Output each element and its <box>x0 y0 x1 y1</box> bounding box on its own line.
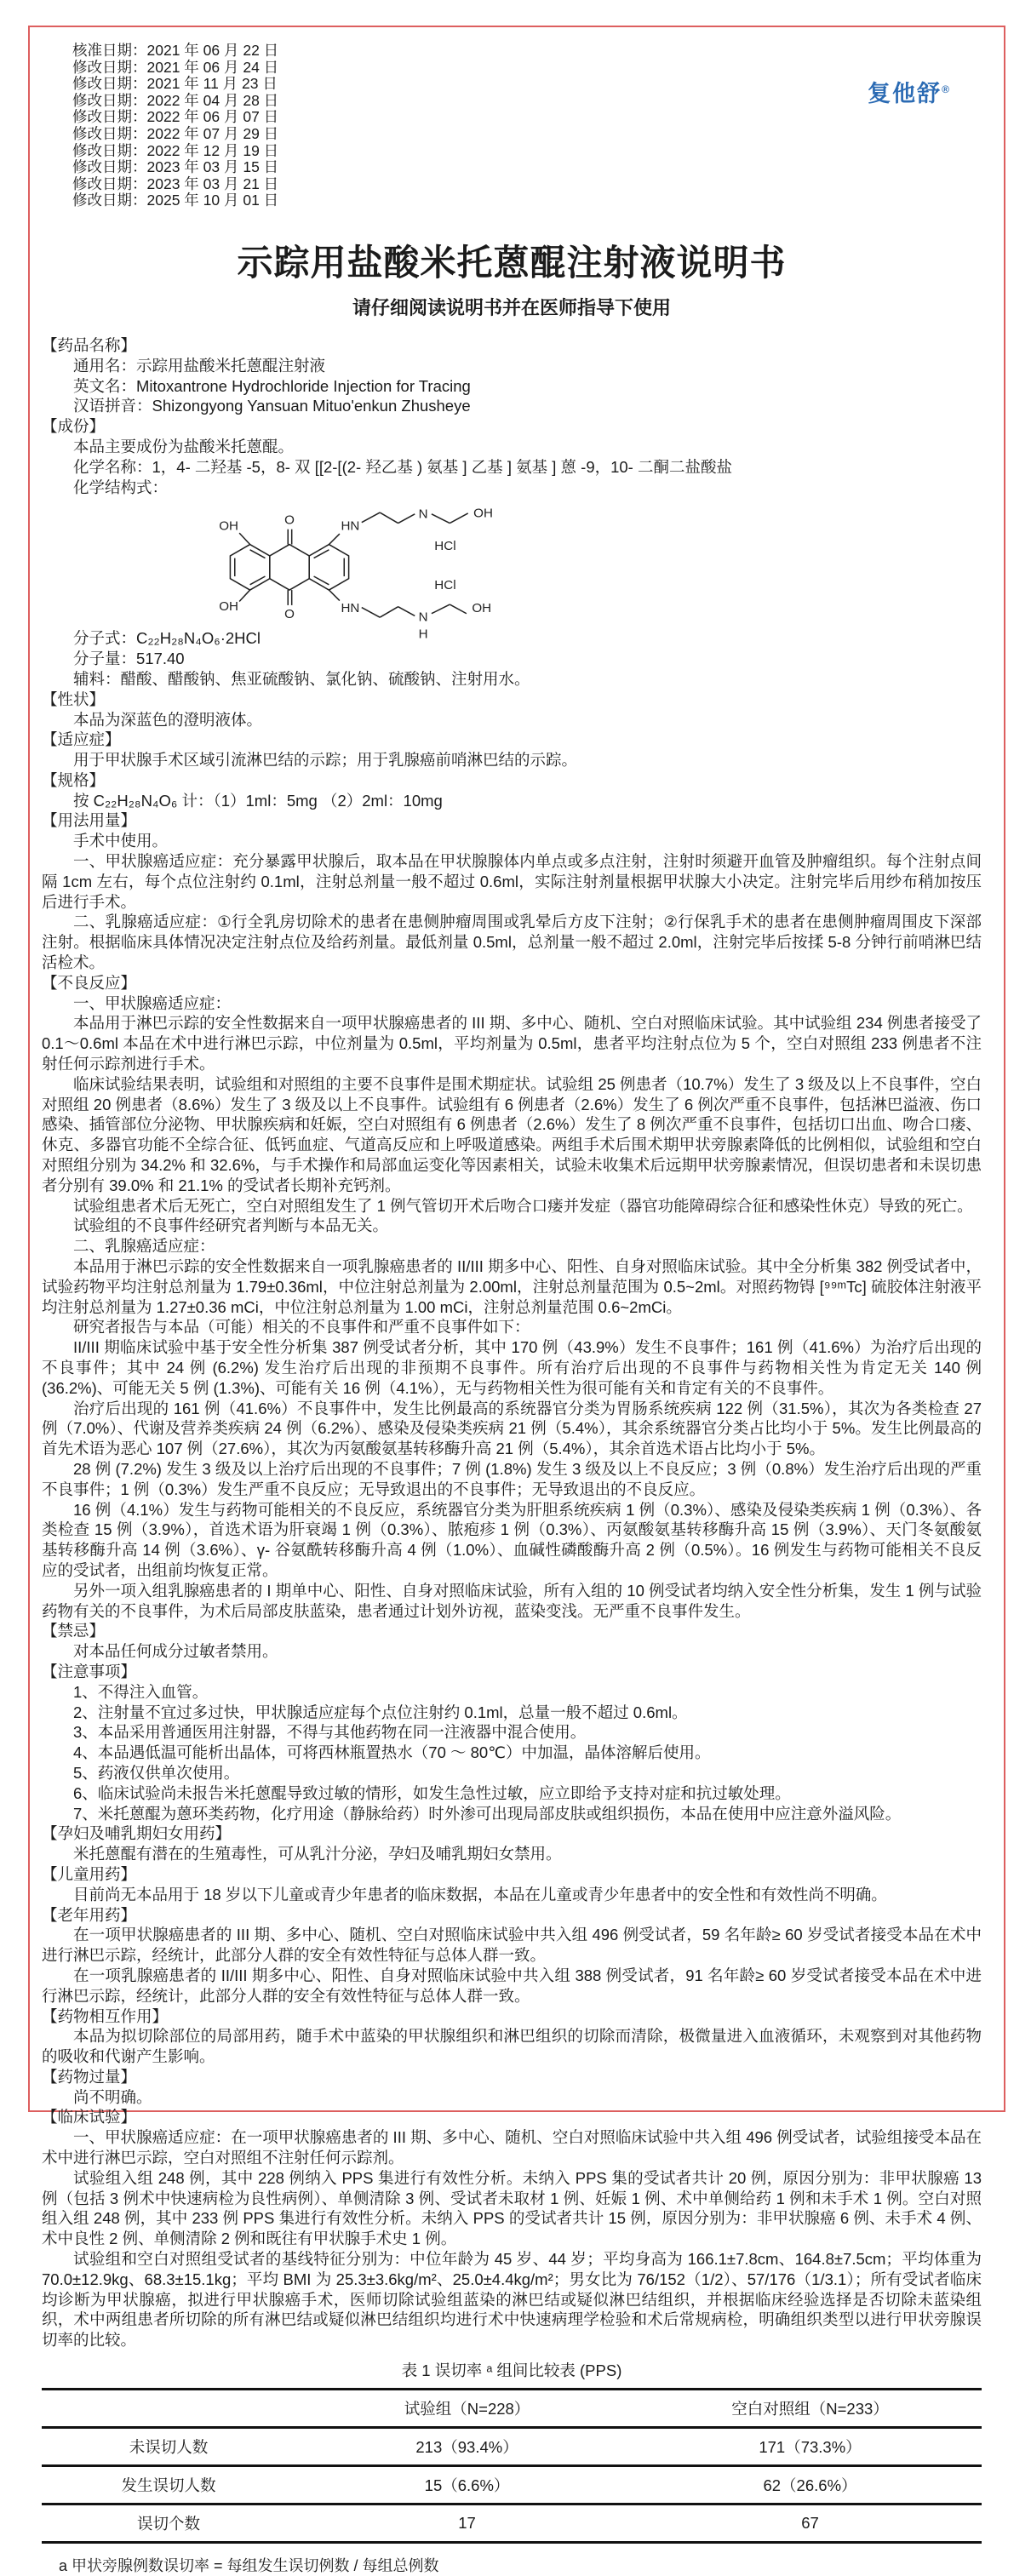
paragraph: 用于甲状腺手术区域引流淋巴结的示踪；用于乳腺癌前哨淋巴结的示踪。 <box>73 751 578 770</box>
structure-label-o: O <box>284 512 295 528</box>
paragraph: 按 C₂₂H₂₈N₄O₆ 计：（1）1ml：5mg （2）2ml：10mg <box>73 791 443 810</box>
section-heading-adverse-reactions: 【不良反应】 <box>42 973 137 992</box>
section-heading-contraindications: 【禁忌】 <box>42 1622 106 1640</box>
misexcision-table <box>42 2388 982 2544</box>
section-heading-indications: 【适应症】 <box>42 730 121 749</box>
structure-label-hn: HN <box>341 518 360 534</box>
paragraph: 通用名：示踪用盐酸米托蒽醌注射液 <box>73 356 326 375</box>
structure-label-n: N <box>418 507 428 522</box>
table-header-empty <box>42 2390 295 2428</box>
paragraph: 试验组的不良事件经研究者判断与本品无关。 <box>73 1216 389 1235</box>
section-heading-drug-name: 【药品名称】 <box>42 335 137 354</box>
paragraph: 16 例（4.1%）发生与药物可能相关的不良反应，系统器官分类为肝胆系统疾病 1 例（0.3%）、感染及侵染类疾病 1 例（0.3%）、各类检查 15 例（3.9%），首选术语为肝衰竭 1 例（0.3%）、脓疱疹 1 例（0.3%）、丙氨酸氨基转移酶升高 15 例（3.9%）、天门冬氨酸氨基转移酶升高 14 例（3.6%）、γ- 谷氨酰转移酶升高 4 例（1.0%）、血碱性磷酸酶升高 2 例（0.5%）。16 例发生与药物可能相关不良反应的受试者，出组前均恢复正常。 <box>42 1500 982 1579</box>
paragraph: 汉语拼音：Shizongyong Yansuan Mituo'enkun Zhusheye <box>73 397 471 415</box>
ring-c <box>309 545 348 591</box>
section-heading-composition: 【成份】 <box>42 417 106 436</box>
paragraph: 化学结构式： <box>73 478 169 496</box>
structure-label-h: H <box>418 627 428 642</box>
date-line: 修改日期：2022 年 07 月 29 日 <box>72 124 279 142</box>
brand-logo-text: 复他舒 <box>868 81 942 106</box>
paragraph: 本品主要成份为盐酸米托蒽醌。 <box>73 437 295 455</box>
structure-label-oh: OH <box>472 601 492 616</box>
paragraph: 分子式：C₂₂H₂₈N₄O₆·2HCl <box>73 629 261 648</box>
table-header-row <box>42 2390 982 2428</box>
date-line: 修改日期：2022 年 04 月 28 日 <box>72 91 279 109</box>
table-header-trial-group: 试验组（N=228） <box>295 2390 639 2428</box>
paragraph: 28 例 (7.2%) 发生 3 级及以上治疗后出现的不良事件；7 例 (1.8%) 发生 3 级及以上不良反应；3 例（0.8%）发生治疗后出现的严重不良事件；1 例（0.3%）发生严重不良反应；无导致退出的不良事件；无导致退出的不良反应。 <box>42 1459 982 1498</box>
precaution-item: 4、本品遇低温可能析出晶体，可将西林瓶置热水（70 ～ 80℃）中加温，晶体溶解后使用。 <box>73 1743 711 1762</box>
table-cell: 67 <box>639 2504 982 2543</box>
paragraph: 试验组和空白对照组受试者的基线特征分别为：中位年龄为 45 岁、44 岁；平均身高为 166.1±7.8cm、164.8±7.5cm；平均体重为 70.0±12.9kg、68.3±15.1kg；平均 BMI 为 25.3±3.6kg/m²、25.0±4.4kg/m²；男女比为 76/152（1/2）、57/176（1/3.1）；所有受试者临床均诊断为甲状腺癌，拟进行甲状腺癌手术，医师切除试验组蓝染的淋巴结或疑似淋巴结组织，并根据临床经验选择是否切除未蓝染组织，术中两组患者所切除的所有淋巴结或疑似淋巴结组织均进行术中快速病理学检验和术后常规病检，明确组织类型以进行甲状旁腺误切率的比较。 <box>42 2250 982 2350</box>
paragraph: 目前尚无本品用于 18 岁以下儿童或青少年患者的临床数据，本品在儿童或青少年患者中的安全性和有效性尚不明确。 <box>73 1885 887 1903</box>
date-line: 核准日期：2021 年 06 月 22 日 <box>72 42 279 59</box>
row-label: 误切个数 <box>42 2504 295 2543</box>
table-header-control-group: 空白对照组（N=233） <box>639 2390 982 2428</box>
section-heading-interactions: 【药物相互作用】 <box>42 2006 169 2025</box>
precaution-item: 7、米托蒽醌为蒽环类药物，化疗用途（静脉给药）时外渗可出现局部皮肤或组织损伤，本品在使用中应注意外溢风险。 <box>73 1804 902 1823</box>
table-row <box>42 2466 982 2504</box>
paragraph: 化学名称：1，4- 二羟基 -5，8- 双 [[2-[(2- 羟乙基 ) 氨基 ] 乙基 ] 氨基 ] 蒽 -9，10- 二酮二盐酸盐 <box>73 457 732 476</box>
table-cell: 171（73.3%） <box>639 2428 982 2466</box>
paragraph: 二、乳腺癌适应症：①行全乳房切除术的患者在患侧肿瘤周围或乳晕后方皮下注射；②行保乳手术的患者在患侧肿瘤周围皮下深部注射。根据临床具体情况决定注射点位及给药剂量。最低剂量 0.5ml，总剂量一般不超过 2.0ml，注射完毕后按揉 5-8 分钟行前哨淋巴结活检术。 <box>42 913 982 972</box>
table-footnote: a 甲状旁腺例数误切率 = 每组发生误切例数 / 每组总例数 <box>59 2557 439 2575</box>
paragraph: 治疗后出现的 161 例（41.6%）不良事件中，发生比例最高的系统器官分类为胃肠系统疾病 122 例（31.5%），其次为各类检查 27 例（7.0%）、代谢及营养类疾病 24 例（6.2%）、感染及侵染类疾病 21 例（5.4%），其余系统器官分类占比均小于 5%。发生比例最高的首先术语为恶心 107 例（27.6%），其次为丙氨酸氨基转移酶升高 21 例（5.4%），其余首选术语占比均小于 5%。 <box>42 1399 982 1458</box>
paragraph: II/III 期临床试验中基于安全性分析集 387 例受试者分析，其中 170 例（43.9%）发生不良事件；161 例（41.6%）为治疗后出现的不良事件；其中 24 例 (6.2%) 发生治疗后出现的非预期不良事件。所有治疗后出现的不良事件与药物相关性为肯定无关 140 例 (36.2%)、可能无关 5 例 (1.3%)、可能有关 16 例（4.1%），无与药物相关性为很可能有关和肯定有关的不良事件。 <box>42 1338 982 1397</box>
leaflet-body <box>42 335 982 2576</box>
table-title: 表 1 误切率 ᵃ 组间比较表 (PPS) <box>401 2361 622 2380</box>
paragraph: 试验组入组 248 例，其中 228 例纳入 PPS 集进行有效性分析。未纳入 PPS 集的受试者共计 20 例，原因分别为：非甲状腺癌 13 例（包括 3 例术中快速病检为良性病例）、单侧清除 3 例、受试者未取材 1 例、妊娠 1 例、术中单侧给药 1 例和未手术 1 例。空白对照组入组 248 例，其中 233 例 PPS 集进行有效性分析。未纳入 PPS 的受试者共计 15 例，原因分别为：非甲状腺癌 6 例、未手术 4 例、术中良性 2 例、单侧清除 2 例和既往有甲状腺手术史 1 例。 <box>42 2168 982 2248</box>
paragraph: 本品用于淋巴示踪的安全性数据来自一项甲状腺癌患者的 III 期、多中心、随机、空白对照临床试验。其中试验组 234 例患者接受了 0.1～0.6ml 本品在术中进行淋巴示踪，中位剂量为 0.5ml，平均剂量为 0.5ml，患者平均注射点位为 5 个，空白对照组 233 例患者不注射任何示踪剂进行手术。 <box>42 1014 982 1073</box>
paragraph: 一、甲状腺癌适应症：充分暴露甲状腺后，取本品在甲状腺腺体内单点或多点注射，注射时须避开血管及肿瘤组织。每个注射点间隔 1cm 左右，每个点位注射约 0.1ml，注射总剂量一般不超过 0.6ml，实际注射剂量根据甲状腺大小决定。注射完毕后用纱布稍加按压后进行手术。 <box>42 852 982 911</box>
structure-label-o: O <box>284 607 295 622</box>
precaution-item: 5、药液仅供单次使用。 <box>73 1763 240 1782</box>
paragraph: 研究者报告与本品（可能）相关的不良事件和严重不良事件如下： <box>73 1318 530 1337</box>
chem-structure-figure <box>208 499 982 642</box>
page-title: 示踪用盐酸米托蒽醌注射液说明书 <box>237 242 787 283</box>
ring-b <box>270 545 309 591</box>
paragraph: 二、乳腺癌适应症： <box>73 1237 215 1256</box>
paragraph: 分子量：517.40 <box>73 650 185 668</box>
date-line: 修改日期：2025 年 10 月 01 日 <box>72 192 279 209</box>
structure-label-n: N <box>418 610 428 625</box>
paragraph: 手术中使用。 <box>73 832 169 850</box>
paragraph: 另外一项入组乳腺癌患者的 I 期单中心、阳性、自身对照临床试验，所有入组的 10 例受试者均纳入安全性分析集，发生 1 例与试验药物有关的不良事件，为术后局部皮肤蓝染，患者通过计划外访视，蓝染变浅。无严重不良事件发生。 <box>42 1581 982 1620</box>
date-line: 修改日期：2022 年 12 月 19 日 <box>72 141 279 159</box>
paragraph: 英文名：Mitoxantrone Hydrochloride Injection for Tracing <box>73 376 471 395</box>
date-line: 修改日期：2021 年 11 月 23 日 <box>72 75 278 93</box>
date-line: 修改日期：2021 年 06 月 24 日 <box>72 58 279 76</box>
date-line: 修改日期：2023 年 03 月 21 日 <box>72 175 279 192</box>
paragraph: 本品为深蓝色的澄明液体。 <box>73 710 263 729</box>
precaution-item: 3、本品采用普通医用注射器，不得与其他药物在同一注液器中混合使用。 <box>73 1723 587 1742</box>
table-row <box>42 2428 982 2466</box>
structure-label-oh: OH <box>473 506 493 521</box>
structure-label-hcl: HCl <box>434 578 456 593</box>
structure-label-hcl: HCl <box>434 539 456 554</box>
page-subtitle: 请仔细阅读说明书并在医师指导下使用 <box>352 296 671 318</box>
paragraph: 辅料：醋酸、醋酸钠、焦亚硫酸钠、氯化钠、硫酸钠、注射用水。 <box>73 669 530 688</box>
section-heading-dosage: 【用法用量】 <box>42 811 137 830</box>
section-heading-clinical-trials: 【临床试验】 <box>42 2108 137 2127</box>
table-row <box>42 2504 982 2543</box>
chem-structure-svg <box>208 499 513 647</box>
section-heading-precautions: 【注意事项】 <box>42 1662 137 1680</box>
paragraph: 临床试验结果表明，试验组和对照组的主要不良事件是围术期症状。试验组 25 例患者（10.7%）发生了 3 级及以上不良事件，空白对照组 20 例患者（8.6%）发生了 3 级及以上不良事件。试验组有 6 例患者（2.6%）发生了 6 例次严重不良事件，包括淋巴溢液、伤口感染、插管部位分泌物、甲状腺疾病和妊娠，空白对照组有 6 例患者（2.6%）发生了 8 例次严重不良事件，包括切口出血、吻合口瘘、休克、多器官功能不全综合征、低钙血症、气道高反应和上呼吸道感染。两组手术后围术期甲状旁腺素降低的比例相似，试验组和空白对照组分别为 34.2% 和 32.6%，与手术操作和局部血运变化等因素相关，试验未收集术后远期甲状旁腺素情况，但误切患者和未误切患者分别有 39.0% 和 21.1% 的受试者长期补充钙剂。 <box>42 1074 982 1194</box>
structure-label-oh: OH <box>219 599 238 615</box>
table-cell: 15（6.6%） <box>295 2466 639 2504</box>
paragraph: 本品为拟切除部位的局部用药，随手术中蓝染的甲状腺组织和淋巴组织的切除而清除，极微量进入血液循环，未观察到对其他药物的吸收和代谢产生影响。 <box>42 2027 982 2066</box>
section-heading-overdose: 【药物过量】 <box>42 2067 137 2086</box>
paragraph: 对本品任何成分过敏者禁用。 <box>73 1642 278 1661</box>
date-line: 修改日期：2023 年 03 月 15 日 <box>72 158 279 176</box>
paragraph: 一、甲状腺癌适应症：在一项甲状腺癌患者的 III 期、多中心、随机、空白对照临床试验中共入组 496 例受试者，试验组接受本品在术中进行淋巴示踪，空白对照组不注射任何示踪剂。 <box>42 2128 982 2167</box>
leaflet-page <box>28 26 1005 2575</box>
section-heading-pediatric: 【儿童用药】 <box>42 1864 137 1883</box>
brand-logo <box>868 75 949 108</box>
table-cell: 62（26.6%） <box>639 2466 982 2504</box>
paragraph: 米托蒽醌有潜在的生殖毒性，可从乳汁分泌，孕妇及哺乳期妇女禁用。 <box>73 1845 562 1863</box>
registered-trademark-icon: ® <box>942 83 949 95</box>
table-cell: 17 <box>295 2504 639 2543</box>
row-label: 发生误切人数 <box>42 2466 295 2504</box>
row-label: 未误切人数 <box>42 2428 295 2466</box>
paragraph: 尚不明确。 <box>73 2087 152 2106</box>
ring-a <box>230 545 269 591</box>
precaution-item: 1、不得注入血管。 <box>73 1682 209 1701</box>
paragraph: 在一项乳腺癌患者的 II/III 期多中心、阳性、自身对照临床试验中共入组 388 例受试者，91 名年龄≥ 60 岁受试者接受本品在术中进行淋巴示踪，经统计，此部分人群的安全有效性特征与总体人群一致。 <box>42 1966 982 2005</box>
paragraph: 试验组患者术后无死亡，空白对照组发生了 1 例气管切开术后吻合口瘘并发症（器官功能障碍综合征和感染性休克）导致的死亡。 <box>73 1196 973 1215</box>
section-heading-properties: 【性状】 <box>42 690 106 708</box>
structure-label-hn: HN <box>341 601 360 616</box>
section-heading-pregnancy: 【孕妇及哺乳期妇女用药】 <box>42 1824 232 1843</box>
section-heading-strength: 【规格】 <box>42 770 106 789</box>
approval-dates <box>72 43 982 209</box>
table-cell: 213（93.4%） <box>295 2428 639 2466</box>
paragraph: 在一项甲状腺癌患者的 III 期、多中心、随机、空白对照临床试验中共入组 496 例受试者，59 名年龄≥ 60 岁受试者接受本品在术中进行淋巴示踪，经统计，此部分人群的安全有效性特征与总体人群一致。 <box>42 1926 982 1965</box>
section-heading-geriatric: 【老年用药】 <box>42 1905 137 1924</box>
date-line: 修改日期：2022 年 06 月 07 日 <box>72 108 279 126</box>
precaution-item: 2、注射量不宜过多过快，甲状腺适应症每个点位注射约 0.1ml，总量一般不超过 0.6ml。 <box>73 1703 688 1721</box>
paragraph: 本品用于淋巴示踪的安全性数据来自一项乳腺癌患者的 II/III 期多中心、阳性、自身对照临床试验。其中全分析集 382 例受试者中，试验药物平均注射总剂量为 1.79±0.36ml，中位注射总剂量为 2.00ml，注射总剂量范围为 0.5~2ml。对照药物锝 [⁹⁹ᵐTc] 硫胶体注射液平均注射总剂量为 1.27±0.36 mCi，中位注射总剂量为 1.00 mCi，注射总剂量范围 0.6~2mCi。 <box>42 1257 982 1316</box>
paragraph: 一、甲状腺癌适应症： <box>73 993 232 1012</box>
structure-label-oh: OH <box>219 518 238 534</box>
precaution-item: 6、临床试验尚未报告米托蒽醌导致过敏的情形，如发生急性过敏，应立即给予支持对症和抗过敏处理。 <box>73 1783 791 1802</box>
